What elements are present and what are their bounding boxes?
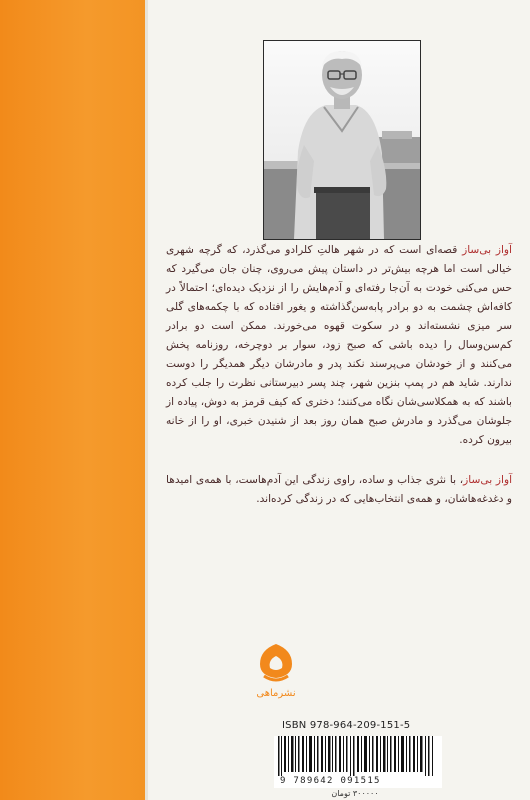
book-title-inline-1: آواز بی‌ساز [462,244,512,256]
blurb-paragraph-2 [166,471,512,531]
author-photo-illustration [264,41,420,239]
publisher-name: نشرماهی [256,688,296,699]
author-photo [263,40,421,240]
price: ۳۰۰۰۰۰ تومان [331,789,379,798]
isbn: ISBN 978-964-209-151-5 [282,720,411,731]
book-title-inline-2: آواز بی‌ساز [463,474,513,486]
blurb-paragraph-1 [166,241,512,471]
publisher-logo [248,640,304,702]
blurb-text-1: قصه‌ای است که در شهر هالتِ کلرادو می‌گذرد، که گرچه شهری خیالی است اما هرچه بیش‌تر در داستان پیش می‌روی، چنان جان می‌گیرد که حس می‌کنی خودت به آن‌جا رفته‌ای و آدم‌هایش را از نزدیک دیده‌ای؛ احتمالاً در کافه‌اش چشمت به دو برادر پابه‌سن‌گذاشته و یغور افتاده که با چکمه‌های گلی سر میزی نشسته‌اند و در سکوت قهوه می‌خورند. ممکن است دو برادر کم‌سن‌وسال را دیده باشی که صبح زود، سوار بر دوچرخه، روزنامه پخش می‌کنند و از خودشان می‌پرسند نکند پدر و مادرشان دیگر همدیگر را دوست ندارند. شاید هم در پمپ بنزین شهر، چند پسر دبیرستانی نظرت را جلب کرده باشند که به همکلاسی‌شان نگاه می‌کنند؛ دختری که کیف قرمز به دوش، پیاده از جلوشان می‌گذرد و مادرش صبح همان روز بعد از شنیدن خبری، او را از خانه بیرون کرده. [166,244,512,446]
barcode-digits: 9 789642 091515 [280,776,440,786]
book-spine-band [0,0,145,800]
spine-edge [145,0,148,800]
blurb-text-2: ، با نثری جذاب و ساده، راوی زندگی این آدم‌هاست، با همه‌ی امیدها و دغدغه‌هاشان، و همه‌ی انتخاب‌هایی که در زندگی کرده‌اند. [166,474,512,505]
